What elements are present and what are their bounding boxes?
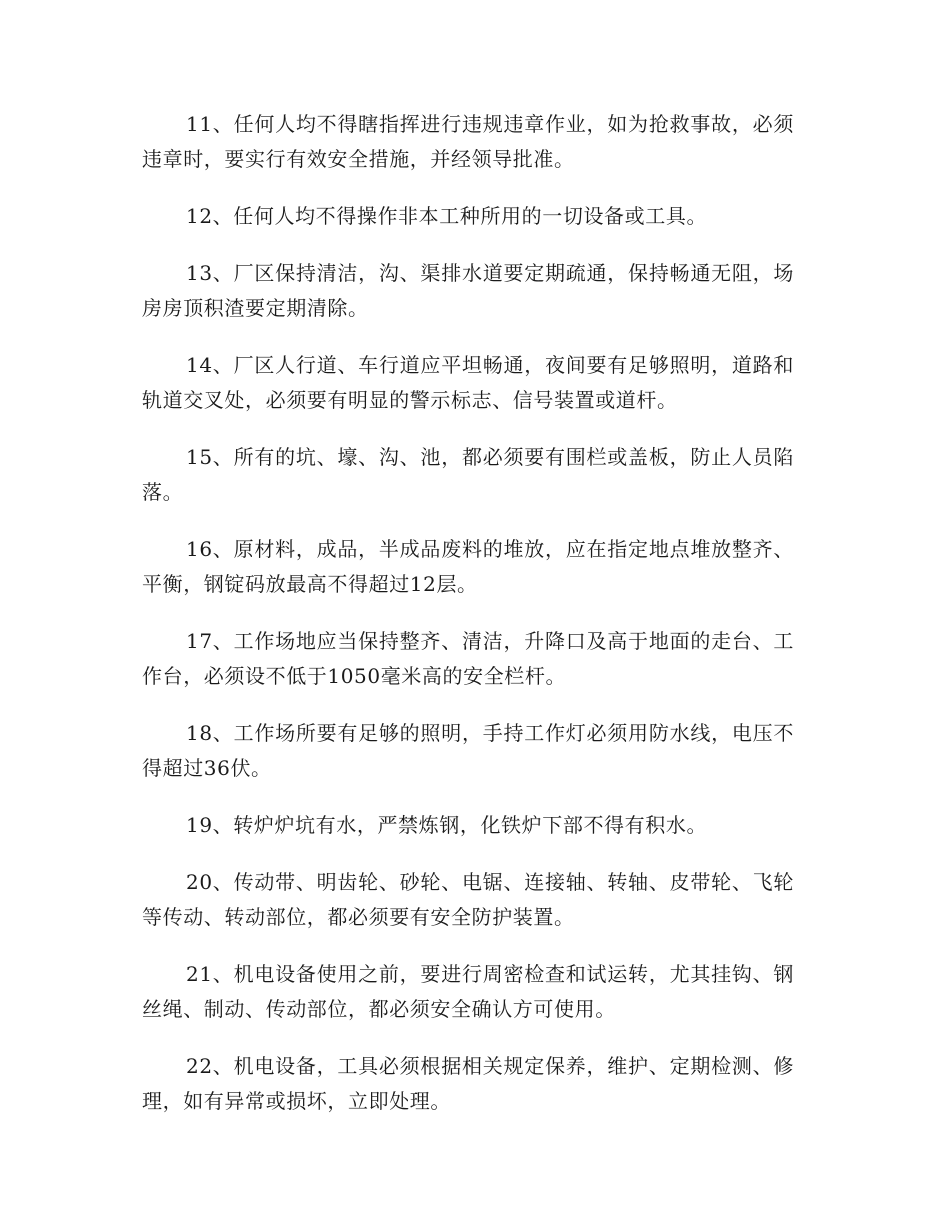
rule-paragraph-13: 13、厂区保持清洁，沟、渠排水道要定期疏通，保持畅通无阻，场房房顶积渣要定期清除。	[142, 261, 794, 320]
rule-paragraph-12: 12、任何人均不得操作非本工种所用的一切设备或工具。	[186, 204, 708, 228]
rule-paragraph-11: 11、任何人均不得瞎指挥进行违规违章作业，如为抢救事故，必须违章时，要实行有效安全措施，并经领导批准。	[142, 112, 794, 171]
document-body	[142, 107, 794, 1141]
rule-paragraph-22: 22、机电设备，工具必须根据相关规定保养，维护、定期检测、修理，如有异常或损坏，立即处理。	[142, 1054, 794, 1113]
rule-paragraph-21: 21、机电设备使用之前，要进行周密检查和试运转，尤其挂钩、钢丝绳、制动、传动部位，都必须安全确认方可使用。	[142, 962, 794, 1021]
rule-paragraph-16: 16、原材料，成品，半成品废料的堆放，应在指定地点堆放整齐、平衡，钢锭码放最高不得超过12层。	[142, 537, 794, 596]
rule-paragraph-14: 14、厂区人行道、车行道应平坦畅通，夜间要有足够照明，道路和轨道交叉处，必须要有明显的警示标志、信号装置或道杆。	[142, 353, 794, 412]
rule-paragraph-19: 19、转炉炉坑有水，严禁炼钢，化铁炉下部不得有积水。	[186, 813, 708, 837]
rule-paragraph-20: 20、传动带、明齿轮、砂轮、电锯、连接轴、转轴、皮带轮、飞轮等传动、转动部位，都必须要有安全防护装置。	[142, 870, 794, 929]
rule-paragraph-18: 18、工作场所要有足够的照明，手持工作灯必须用防水线，电压不得超过36伏。	[142, 721, 794, 780]
rule-paragraph-15: 15、所有的坑、壕、沟、池，都必须要有围栏或盖板，防止人员陷落。	[142, 445, 794, 504]
rule-paragraph-17: 17、工作场地应当保持整齐、清洁，升降口及高于地面的走台、工作台，必须设不低于1050毫米高的安全栏杆。	[142, 629, 794, 688]
